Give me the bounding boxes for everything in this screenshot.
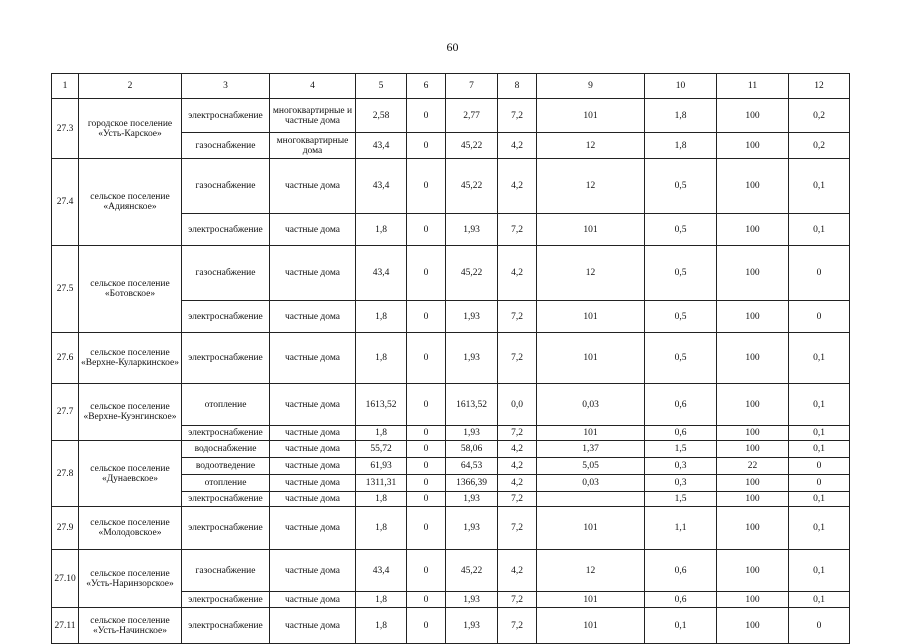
value-cell: 0,1 bbox=[789, 550, 850, 592]
value-cell: 43,4 bbox=[356, 133, 407, 159]
value-cell: 4,2 bbox=[498, 458, 537, 475]
column-header: 11 bbox=[717, 74, 789, 99]
value-cell: 0,03 bbox=[537, 384, 645, 426]
value-cell: 1,8 bbox=[356, 608, 407, 644]
row-number-cell: 27.6 bbox=[52, 333, 79, 384]
value-cell: 7,2 bbox=[498, 301, 537, 333]
value-cell: 1,8 bbox=[356, 426, 407, 441]
housing-type-cell: частные дома bbox=[270, 246, 356, 301]
service-cell: электроснабжение bbox=[182, 301, 270, 333]
value-cell: 0,2 bbox=[789, 133, 850, 159]
value-cell: 0,0 bbox=[498, 384, 537, 426]
service-cell: водоснабжение bbox=[182, 441, 270, 458]
column-header: 1 bbox=[52, 74, 79, 99]
value-cell: 7,2 bbox=[498, 426, 537, 441]
value-cell: 101 bbox=[537, 333, 645, 384]
value-cell: 0,1 bbox=[789, 384, 850, 426]
value-cell: 1,8 bbox=[356, 492, 407, 507]
housing-type-cell: частные дома bbox=[270, 492, 356, 507]
service-cell: электроснабжение bbox=[182, 214, 270, 246]
value-cell: 1,8 bbox=[356, 592, 407, 608]
service-cell: электроснабжение bbox=[182, 592, 270, 608]
row-number-cell: 27.5 bbox=[52, 246, 79, 333]
value-cell: 100 bbox=[717, 133, 789, 159]
value-cell: 0 bbox=[407, 608, 446, 644]
settlement-name-cell: городское поселение «Усть-Карское» bbox=[79, 99, 182, 159]
value-cell: 0 bbox=[789, 301, 850, 333]
housing-type-cell: частные дома bbox=[270, 214, 356, 246]
value-cell: 0,1 bbox=[789, 426, 850, 441]
value-cell: 45,22 bbox=[446, 133, 498, 159]
service-cell: газоснабжение bbox=[182, 550, 270, 592]
value-cell: 0 bbox=[789, 475, 850, 492]
value-cell: 101 bbox=[537, 214, 645, 246]
value-cell: 2,58 bbox=[356, 99, 407, 133]
value-cell: 101 bbox=[537, 301, 645, 333]
value-cell: 43,4 bbox=[356, 159, 407, 214]
value-cell: 0,2 bbox=[789, 99, 850, 133]
value-cell: 100 bbox=[717, 246, 789, 301]
value-cell: 0 bbox=[789, 458, 850, 475]
value-cell: 0 bbox=[407, 133, 446, 159]
page-number: 60 bbox=[446, 40, 459, 54]
value-cell: 0 bbox=[407, 458, 446, 475]
value-cell: 4,2 bbox=[498, 475, 537, 492]
value-cell: 22 bbox=[717, 458, 789, 475]
value-cell: 1,93 bbox=[446, 608, 498, 644]
value-cell: 101 bbox=[537, 426, 645, 441]
value-cell: 100 bbox=[717, 99, 789, 133]
service-cell: электроснабжение bbox=[182, 492, 270, 507]
value-cell: 1,93 bbox=[446, 507, 498, 550]
column-header: 2 bbox=[79, 74, 182, 99]
settlement-name-cell: сельское поселение «Усть-Начинское» bbox=[79, 608, 182, 644]
value-cell: 5,05 bbox=[537, 458, 645, 475]
value-cell: 100 bbox=[717, 492, 789, 507]
column-header: 7 bbox=[446, 74, 498, 99]
column-header: 5 bbox=[356, 74, 407, 99]
value-cell: 0 bbox=[407, 592, 446, 608]
value-cell: 0,3 bbox=[645, 475, 717, 492]
header-row bbox=[52, 74, 850, 99]
value-cell: 1,93 bbox=[446, 492, 498, 507]
value-cell: 1,8 bbox=[356, 301, 407, 333]
value-cell: 4,2 bbox=[498, 441, 537, 458]
value-cell: 0 bbox=[789, 246, 850, 301]
value-cell: 1613,52 bbox=[446, 384, 498, 426]
value-cell: 100 bbox=[717, 159, 789, 214]
value-cell: 0 bbox=[407, 301, 446, 333]
value-cell: 45,22 bbox=[446, 159, 498, 214]
value-cell: 0 bbox=[407, 550, 446, 592]
value-cell: 1311,31 bbox=[356, 475, 407, 492]
row-number-cell: 27.4 bbox=[52, 159, 79, 246]
value-cell: 4,2 bbox=[498, 550, 537, 592]
value-cell: 43,4 bbox=[356, 550, 407, 592]
value-cell: 0,6 bbox=[645, 550, 717, 592]
value-cell: 0 bbox=[789, 608, 850, 644]
value-cell: 12 bbox=[537, 246, 645, 301]
value-cell: 0 bbox=[407, 246, 446, 301]
column-header: 10 bbox=[645, 74, 717, 99]
value-cell bbox=[537, 492, 645, 507]
table-body bbox=[52, 74, 850, 644]
value-cell: 100 bbox=[717, 608, 789, 644]
value-cell: 101 bbox=[537, 592, 645, 608]
value-cell: 7,2 bbox=[498, 492, 537, 507]
value-cell: 100 bbox=[717, 475, 789, 492]
housing-type-cell: частные дома bbox=[270, 301, 356, 333]
housing-type-cell: частные дома bbox=[270, 159, 356, 214]
value-cell: 100 bbox=[717, 507, 789, 550]
housing-type-cell: частные дома bbox=[270, 426, 356, 441]
value-cell: 0,5 bbox=[645, 214, 717, 246]
value-cell: 45,22 bbox=[446, 550, 498, 592]
value-cell: 1,37 bbox=[537, 441, 645, 458]
settlement-name-cell: сельское поселение «Адиянское» bbox=[79, 159, 182, 246]
housing-type-cell: частные дома bbox=[270, 608, 356, 644]
table-row bbox=[52, 608, 850, 644]
housing-type-cell: частные дома bbox=[270, 507, 356, 550]
value-cell: 1,93 bbox=[446, 301, 498, 333]
value-cell: 64,53 bbox=[446, 458, 498, 475]
value-cell: 0 bbox=[407, 475, 446, 492]
service-cell: газоснабжение bbox=[182, 133, 270, 159]
value-cell: 43,4 bbox=[356, 246, 407, 301]
value-cell: 1,8 bbox=[356, 333, 407, 384]
value-cell: 0,1 bbox=[789, 592, 850, 608]
value-cell: 0,1 bbox=[789, 159, 850, 214]
housing-type-cell: частные дома bbox=[270, 384, 356, 426]
column-header: 4 bbox=[270, 74, 356, 99]
value-cell: 1613,52 bbox=[356, 384, 407, 426]
value-cell: 7,2 bbox=[498, 507, 537, 550]
table-row bbox=[52, 246, 850, 301]
value-cell: 0 bbox=[407, 384, 446, 426]
value-cell: 0,5 bbox=[645, 301, 717, 333]
value-cell: 0,1 bbox=[789, 492, 850, 507]
value-cell: 12 bbox=[537, 133, 645, 159]
value-cell: 12 bbox=[537, 550, 645, 592]
value-cell: 4,2 bbox=[498, 133, 537, 159]
table-row bbox=[52, 441, 850, 458]
settlement-name-cell: сельское поселение «Дунаевское» bbox=[79, 441, 182, 507]
column-header: 12 bbox=[789, 74, 850, 99]
value-cell: 100 bbox=[717, 301, 789, 333]
value-cell: 100 bbox=[717, 333, 789, 384]
value-cell: 1,93 bbox=[446, 214, 498, 246]
value-cell: 7,2 bbox=[498, 214, 537, 246]
value-cell: 0 bbox=[407, 159, 446, 214]
service-cell: отопление bbox=[182, 475, 270, 492]
settlement-name-cell: сельское поселение «Верхне-Куэнгинское» bbox=[79, 384, 182, 441]
housing-type-cell: частные дома bbox=[270, 475, 356, 492]
data-table bbox=[51, 73, 850, 644]
value-cell: 101 bbox=[537, 99, 645, 133]
housing-type-cell: частные дома bbox=[270, 592, 356, 608]
settlement-name-cell: сельское поселение «Усть-Наринзорское» bbox=[79, 550, 182, 608]
service-cell: электроснабжение bbox=[182, 507, 270, 550]
value-cell: 100 bbox=[717, 426, 789, 441]
value-cell: 101 bbox=[537, 608, 645, 644]
value-cell: 0,1 bbox=[789, 333, 850, 384]
value-cell: 1,5 bbox=[645, 441, 717, 458]
service-cell: электроснабжение bbox=[182, 99, 270, 133]
value-cell: 0,1 bbox=[789, 507, 850, 550]
value-cell: 12 bbox=[537, 159, 645, 214]
value-cell: 0,5 bbox=[645, 246, 717, 301]
value-cell: 1,1 bbox=[645, 507, 717, 550]
value-cell: 1,93 bbox=[446, 426, 498, 441]
value-cell: 0 bbox=[407, 507, 446, 550]
value-cell: 7,2 bbox=[498, 99, 537, 133]
settlement-name-cell: сельское поселение «Верхне-Куларкинское» bbox=[79, 333, 182, 384]
value-cell: 0,5 bbox=[645, 333, 717, 384]
value-cell: 1,8 bbox=[356, 214, 407, 246]
value-cell: 0 bbox=[407, 426, 446, 441]
housing-type-cell: многоквартирные и частные дома bbox=[270, 99, 356, 133]
value-cell: 7,2 bbox=[498, 333, 537, 384]
value-cell: 0,1 bbox=[789, 214, 850, 246]
column-header: 9 bbox=[537, 74, 645, 99]
service-cell: водоотведение bbox=[182, 458, 270, 475]
value-cell: 4,2 bbox=[498, 159, 537, 214]
table-row bbox=[52, 159, 850, 214]
row-number-cell: 27.10 bbox=[52, 550, 79, 608]
table-row bbox=[52, 384, 850, 426]
housing-type-cell: многоквартирные дома bbox=[270, 133, 356, 159]
value-cell: 0,5 bbox=[645, 159, 717, 214]
value-cell: 0,1 bbox=[645, 608, 717, 644]
housing-type-cell: частные дома bbox=[270, 333, 356, 384]
value-cell: 0,6 bbox=[645, 426, 717, 441]
value-cell: 0,3 bbox=[645, 458, 717, 475]
value-cell: 101 bbox=[537, 507, 645, 550]
housing-type-cell: частные дома bbox=[270, 550, 356, 592]
value-cell: 0 bbox=[407, 214, 446, 246]
value-cell: 1,8 bbox=[645, 99, 717, 133]
row-number-cell: 27.8 bbox=[52, 441, 79, 507]
table-row bbox=[52, 550, 850, 592]
value-cell: 0 bbox=[407, 441, 446, 458]
value-cell: 1,8 bbox=[645, 133, 717, 159]
value-cell: 1,5 bbox=[645, 492, 717, 507]
housing-type-cell: частные дома bbox=[270, 441, 356, 458]
value-cell: 2,77 bbox=[446, 99, 498, 133]
value-cell: 0,03 bbox=[537, 475, 645, 492]
column-header: 8 bbox=[498, 74, 537, 99]
value-cell: 7,2 bbox=[498, 608, 537, 644]
value-cell: 0 bbox=[407, 333, 446, 384]
column-header: 6 bbox=[407, 74, 446, 99]
table-row bbox=[52, 99, 850, 133]
service-cell: отопление bbox=[182, 384, 270, 426]
value-cell: 0,1 bbox=[789, 441, 850, 458]
value-cell: 100 bbox=[717, 550, 789, 592]
table-row bbox=[52, 333, 850, 384]
service-cell: электроснабжение bbox=[182, 333, 270, 384]
housing-type-cell: частные дома bbox=[270, 458, 356, 475]
row-number-cell: 27.9 bbox=[52, 507, 79, 550]
value-cell: 1366,39 bbox=[446, 475, 498, 492]
settlement-name-cell: сельское поселение «Ботовское» bbox=[79, 246, 182, 333]
service-cell: электроснабжение bbox=[182, 426, 270, 441]
value-cell: 7,2 bbox=[498, 592, 537, 608]
settlement-name-cell: сельское поселение «Молодовское» bbox=[79, 507, 182, 550]
service-cell: газоснабжение bbox=[182, 246, 270, 301]
value-cell: 4,2 bbox=[498, 246, 537, 301]
column-header: 3 bbox=[182, 74, 270, 99]
table-row bbox=[52, 507, 850, 550]
value-cell: 0,6 bbox=[645, 384, 717, 426]
value-cell: 100 bbox=[717, 384, 789, 426]
value-cell: 1,8 bbox=[356, 507, 407, 550]
value-cell: 100 bbox=[717, 592, 789, 608]
service-cell: газоснабжение bbox=[182, 159, 270, 214]
value-cell: 0 bbox=[407, 492, 446, 507]
value-cell: 100 bbox=[717, 441, 789, 458]
value-cell: 1,93 bbox=[446, 592, 498, 608]
value-cell: 61,93 bbox=[356, 458, 407, 475]
row-number-cell: 27.3 bbox=[52, 99, 79, 159]
service-cell: электроснабжение bbox=[182, 608, 270, 644]
value-cell: 0 bbox=[407, 99, 446, 133]
value-cell: 55,72 bbox=[356, 441, 407, 458]
value-cell: 45,22 bbox=[446, 246, 498, 301]
value-cell: 58,06 bbox=[446, 441, 498, 458]
row-number-cell: 27.11 bbox=[52, 608, 79, 644]
value-cell: 0,6 bbox=[645, 592, 717, 608]
value-cell: 1,93 bbox=[446, 333, 498, 384]
value-cell: 100 bbox=[717, 214, 789, 246]
row-number-cell: 27.7 bbox=[52, 384, 79, 441]
